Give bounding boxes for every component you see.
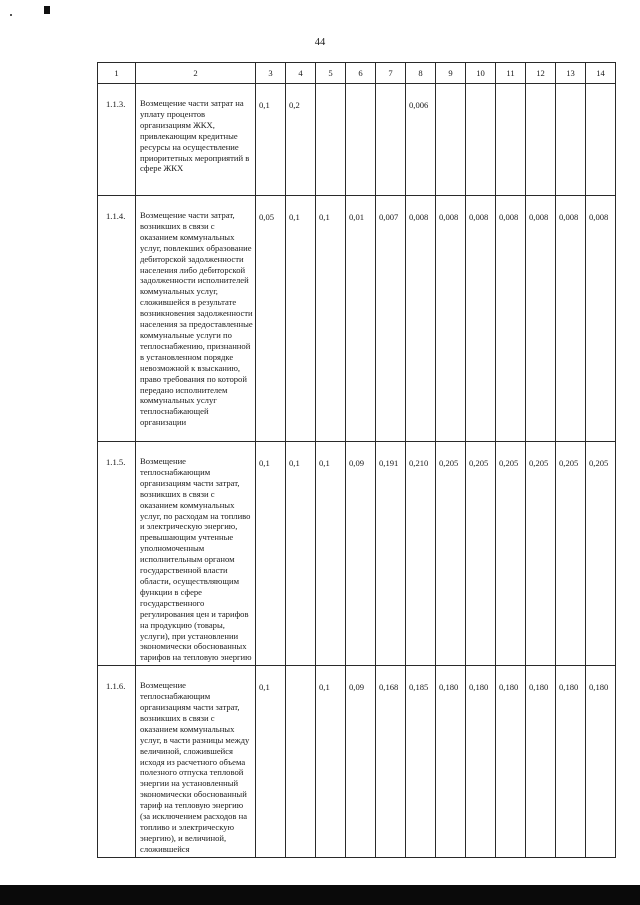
column-header: 4 [286, 63, 316, 84]
scan-artifact-dot [10, 14, 12, 16]
column-header: 11 [496, 63, 526, 84]
value-cell: 0,008 [586, 196, 616, 442]
table-header [98, 63, 616, 84]
value-cell: 0,168 [376, 666, 406, 858]
value-cell: 0,006 [406, 84, 436, 196]
value-cell: 0,205 [586, 442, 616, 666]
row-description: Возмещение теплоснабжающим организациям части затрат, возникших в связи с оказанием коммунальных услуг, по расходам на топливо и электрическую энергию, превышающим учтенные уполномоченным исполнительным органом государственной власти области, осуществляющим функции в сфере государственного регулирования цен и тарифов на продукцию (товары, услуги), при установлении экономически обоснованных тарифов на тепловую энергию [136, 442, 256, 666]
column-header: 13 [556, 63, 586, 84]
value-cell: 0,180 [526, 666, 556, 858]
column-header: 12 [526, 63, 556, 84]
value-cell: 0,1 [256, 666, 286, 858]
value-cell: 0,09 [346, 442, 376, 666]
value-cell: 0,180 [466, 666, 496, 858]
value-cell: 0,180 [496, 666, 526, 858]
column-header: 14 [586, 63, 616, 84]
value-cell: 0,01 [346, 196, 376, 442]
row-number: 1.1.4. [98, 196, 136, 442]
column-header: 3 [256, 63, 286, 84]
value-cell: 0,1 [316, 442, 346, 666]
value-cell: 0,1 [286, 442, 316, 666]
column-header: 6 [346, 63, 376, 84]
value-cell: 0,008 [466, 196, 496, 442]
value-cell: 0,008 [406, 196, 436, 442]
table-row [98, 84, 616, 196]
column-header: 1 [98, 63, 136, 84]
row-description: Возмещение части затрат на уплату процентов организациям ЖКХ, привлекающим кредитные ресурсы на осуществление приоритетных мероприятий в сфере ЖКХ [136, 84, 256, 196]
value-cell: 0,1 [256, 84, 286, 196]
value-cell [556, 84, 586, 196]
column-header: 10 [466, 63, 496, 84]
column-header: 8 [406, 63, 436, 84]
value-cell [346, 84, 376, 196]
value-cell [586, 84, 616, 196]
header-row [98, 63, 616, 84]
value-cell: 0,1 [286, 196, 316, 442]
value-cell: 0,1 [316, 196, 346, 442]
value-cell: 0,1 [316, 666, 346, 858]
value-cell: 0,205 [526, 442, 556, 666]
value-cell [286, 666, 316, 858]
value-cell: 0,007 [376, 196, 406, 442]
value-cell: 0,205 [496, 442, 526, 666]
value-cell: 0,008 [556, 196, 586, 442]
row-number: 1.1.3. [98, 84, 136, 196]
value-cell [496, 84, 526, 196]
value-cell: 0,09 [346, 666, 376, 858]
table-body [98, 84, 616, 858]
value-cell: 0,1 [256, 442, 286, 666]
value-cell: 0,008 [496, 196, 526, 442]
value-cell: 0,191 [376, 442, 406, 666]
data-table [97, 62, 616, 858]
page-number: 44 [314, 37, 326, 48]
value-cell [436, 84, 466, 196]
value-cell [466, 84, 496, 196]
value-cell: 0,185 [406, 666, 436, 858]
value-cell: 0,205 [556, 442, 586, 666]
table-row [98, 442, 616, 666]
table-row [98, 196, 616, 442]
value-cell: 0,180 [556, 666, 586, 858]
column-header: 2 [136, 63, 256, 84]
row-number: 1.1.5. [98, 442, 136, 666]
value-cell [316, 84, 346, 196]
scan-artifact [44, 6, 50, 14]
value-cell: 0,205 [436, 442, 466, 666]
row-description: Возмещение части затрат, возникших в связи с оказанием коммунальных услуг, повлекших образование дебиторской задолженности населения либо дебиторской задолженности исполнителей коммунальных услуг, сложившейся в результате возникновения задолженности населения за предоставленные коммунальные услуги по теплоснабжению, признанной в установленном порядке невозможной к взысканию, право требования по которой передано исполнителем коммунальных услуг теплоснабжающей организации [136, 196, 256, 442]
value-cell: 0,210 [406, 442, 436, 666]
row-number: 1.1.6. [98, 666, 136, 858]
value-cell: 0,205 [466, 442, 496, 666]
value-cell: 0,008 [526, 196, 556, 442]
column-header: 9 [436, 63, 466, 84]
row-description: Возмещение теплоснабжающим организациям части затрат, возникших в связи с оказанием коммунальных услуг, в части разницы между величиной, сложившейся исходя из расчетного объема полезного отпуска тепловой энергии на установленный экономически обоснованный тариф на тепловую энергию (за исключением расходов на топливо и электрическую энергию), и величиной, сложившейся [136, 666, 256, 858]
value-cell: 0,180 [586, 666, 616, 858]
value-cell: 0,008 [436, 196, 466, 442]
value-cell: 0,05 [256, 196, 286, 442]
value-cell: 0,180 [436, 666, 466, 858]
column-header: 5 [316, 63, 346, 84]
value-cell: 0,2 [286, 84, 316, 196]
table-row [98, 666, 616, 858]
column-header: 7 [376, 63, 406, 84]
scan-bottom-edge [0, 885, 640, 905]
value-cell [376, 84, 406, 196]
value-cell [526, 84, 556, 196]
